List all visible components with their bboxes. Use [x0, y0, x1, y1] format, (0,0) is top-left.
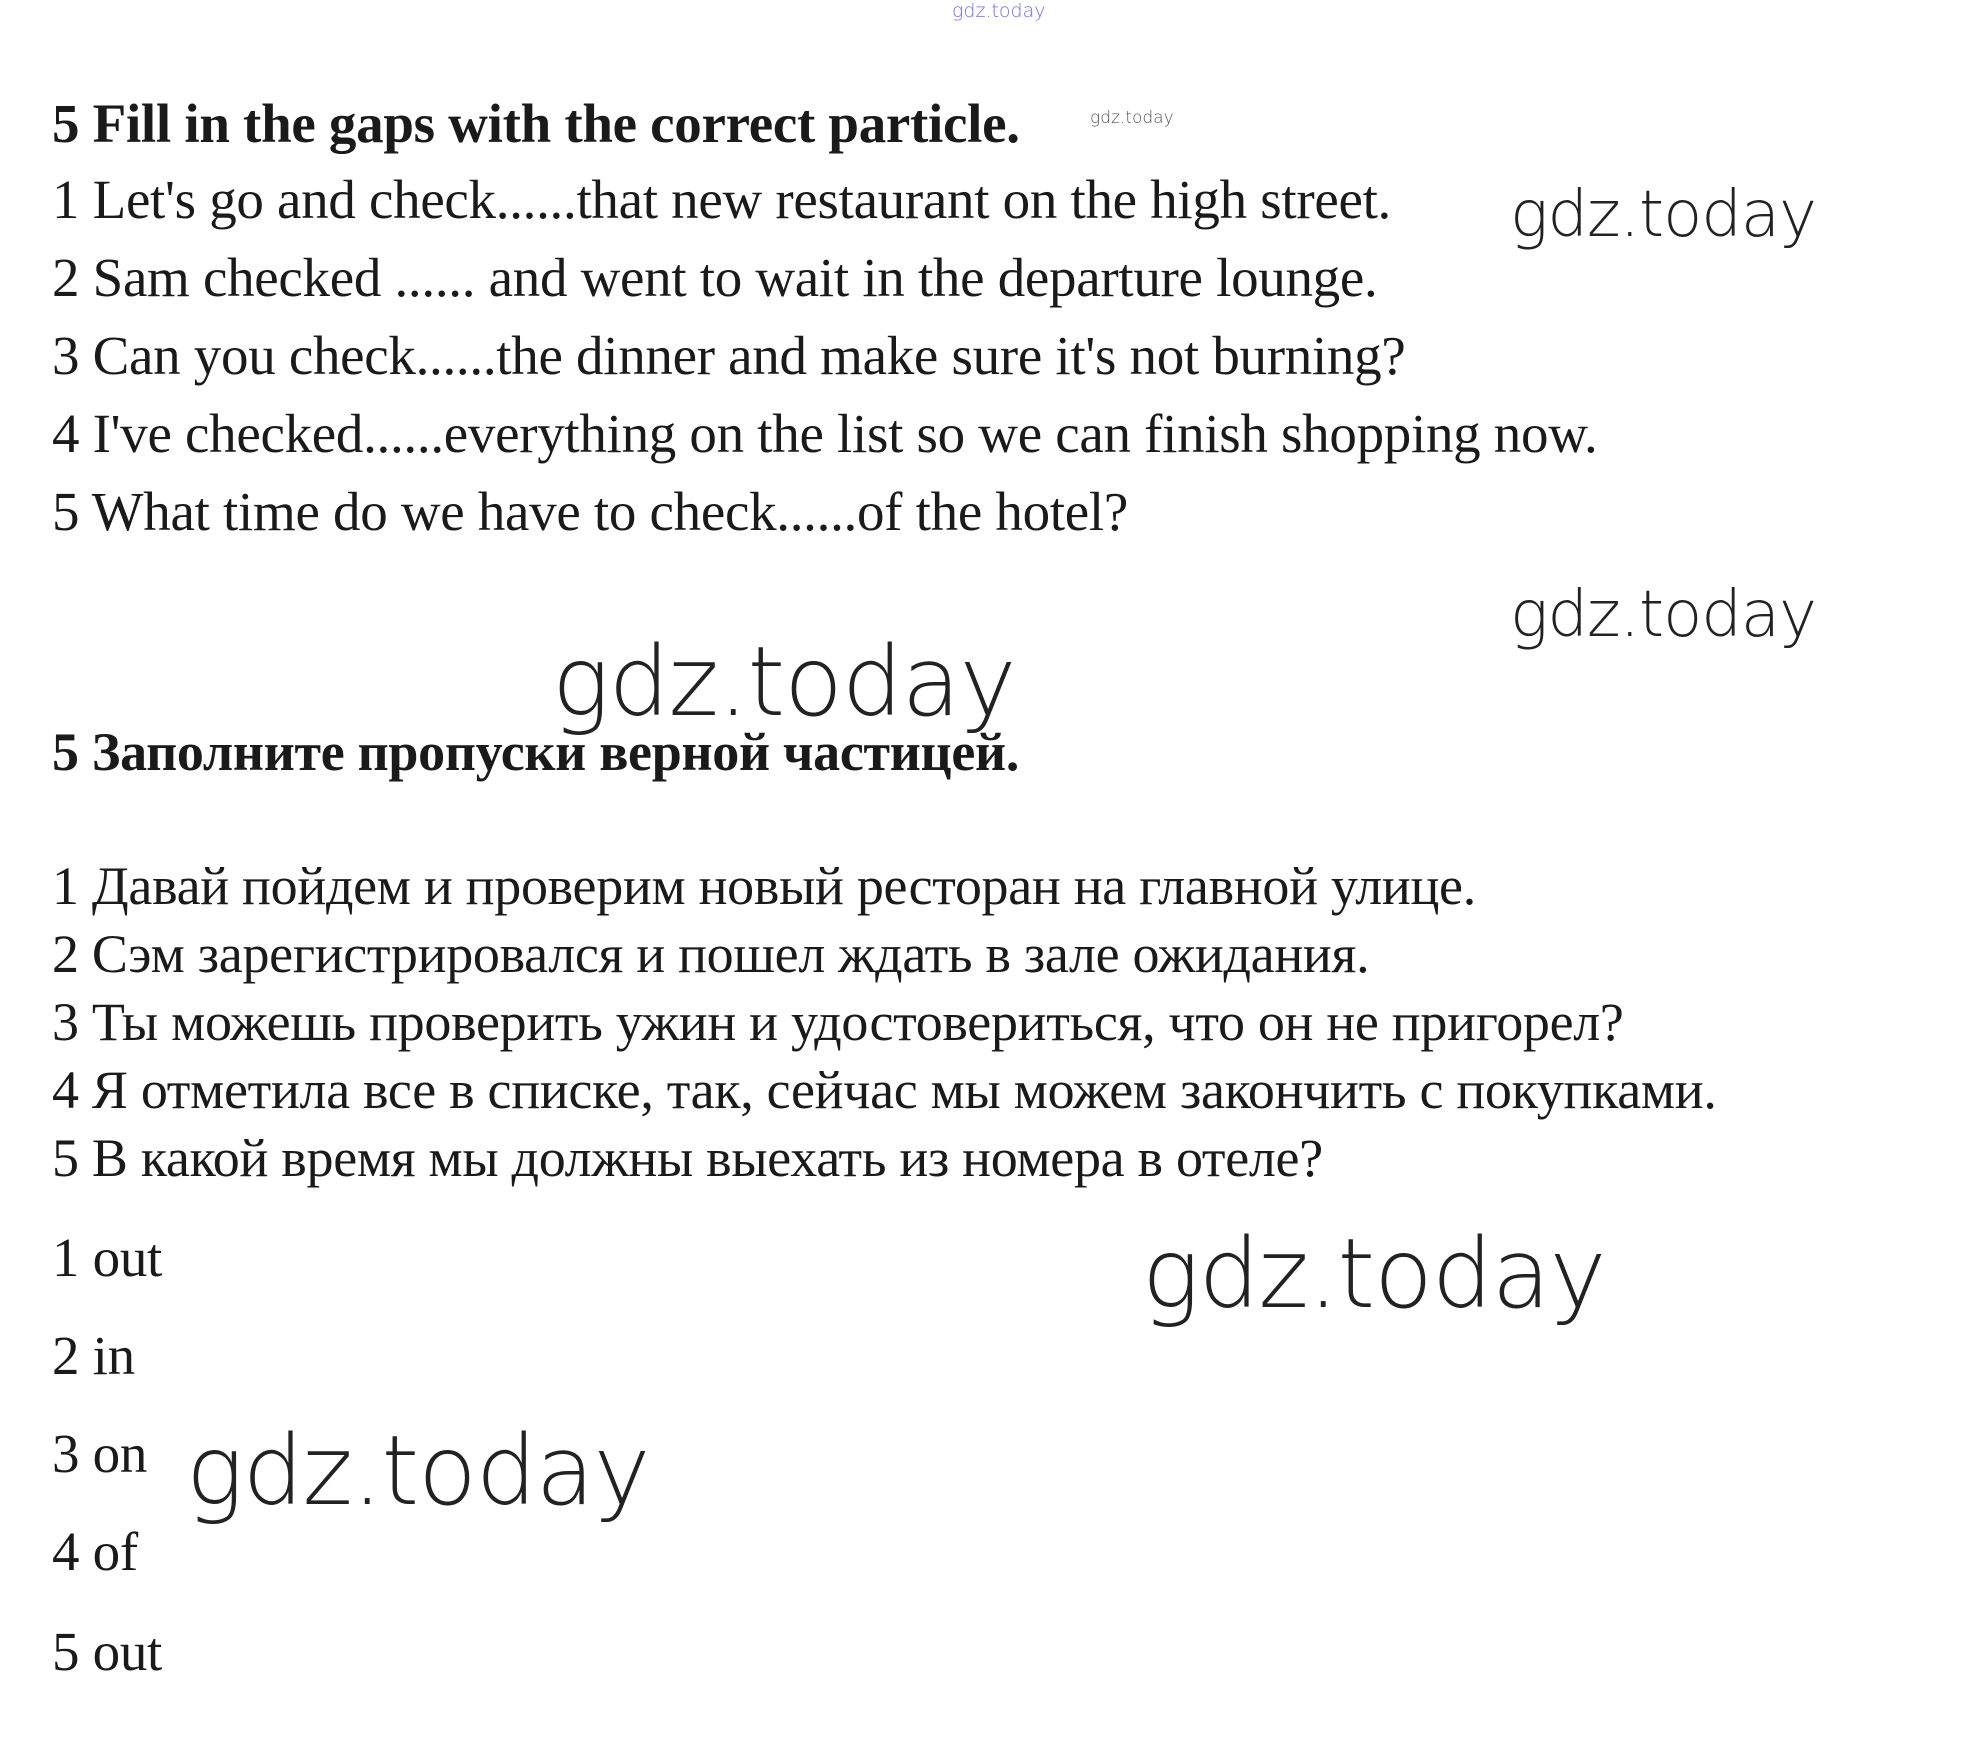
- sentence-en-4: 4 I've checked......everything on the list so we can finish shopping now.: [52, 403, 1598, 464]
- sentence-ru-3: 3 Ты можешь проверить ужин и удостовериться, что он не пригорел?: [52, 992, 1624, 1052]
- watermark-lower: gdz.today: [186, 1415, 650, 1527]
- sentence-en-3: 3 Can you check......the dinner and make sure it's not burning?: [52, 325, 1406, 386]
- sentence-ru-1: 1 Давай пойдем и проверим новый ресторан на главной улице.: [52, 856, 1476, 916]
- sentence-ru-2: 2 Сэм зарегистрировался и пошел ждать в зале ожидания.: [52, 924, 1370, 984]
- watermark-top: gdz.today: [952, 0, 1046, 22]
- watermark-right-2: gdz.today: [1510, 578, 1816, 652]
- answer-5: 5 out: [52, 1621, 163, 1682]
- watermark-tiny: gdz.today: [1090, 108, 1174, 128]
- exercise-heading-ru: 5 Заполните пропуски верной частицей.: [52, 722, 1020, 782]
- sentence-en-1: 1 Let's go and check......that new restaurant on the high street.: [52, 169, 1392, 230]
- watermark-middle: gdz.today: [552, 626, 1016, 738]
- sentence-en-2: 2 Sam checked ...... and went to wait in the departure lounge.: [52, 247, 1378, 308]
- exercise-heading-en: 5 Fill in the gaps with the correct particle.: [52, 93, 1020, 154]
- watermark-answers: gdz.today: [1142, 1218, 1606, 1330]
- sentence-en-5: 5 What time do we have to check......of the hotel?: [52, 481, 1128, 542]
- answer-3: 3 on: [52, 1423, 148, 1484]
- answer-1: 1 out: [52, 1227, 163, 1288]
- answer-4: 4 of: [52, 1521, 138, 1582]
- watermark-right-1: gdz.today: [1510, 178, 1816, 252]
- sentence-ru-4: 4 Я отметила все в списке, так, сейчас мы можем закончить с покупками.: [52, 1060, 1717, 1120]
- sentence-ru-5: 5 В какой время мы должны выехать из номера в отеле?: [52, 1128, 1323, 1188]
- answer-2: 2 in: [52, 1325, 135, 1386]
